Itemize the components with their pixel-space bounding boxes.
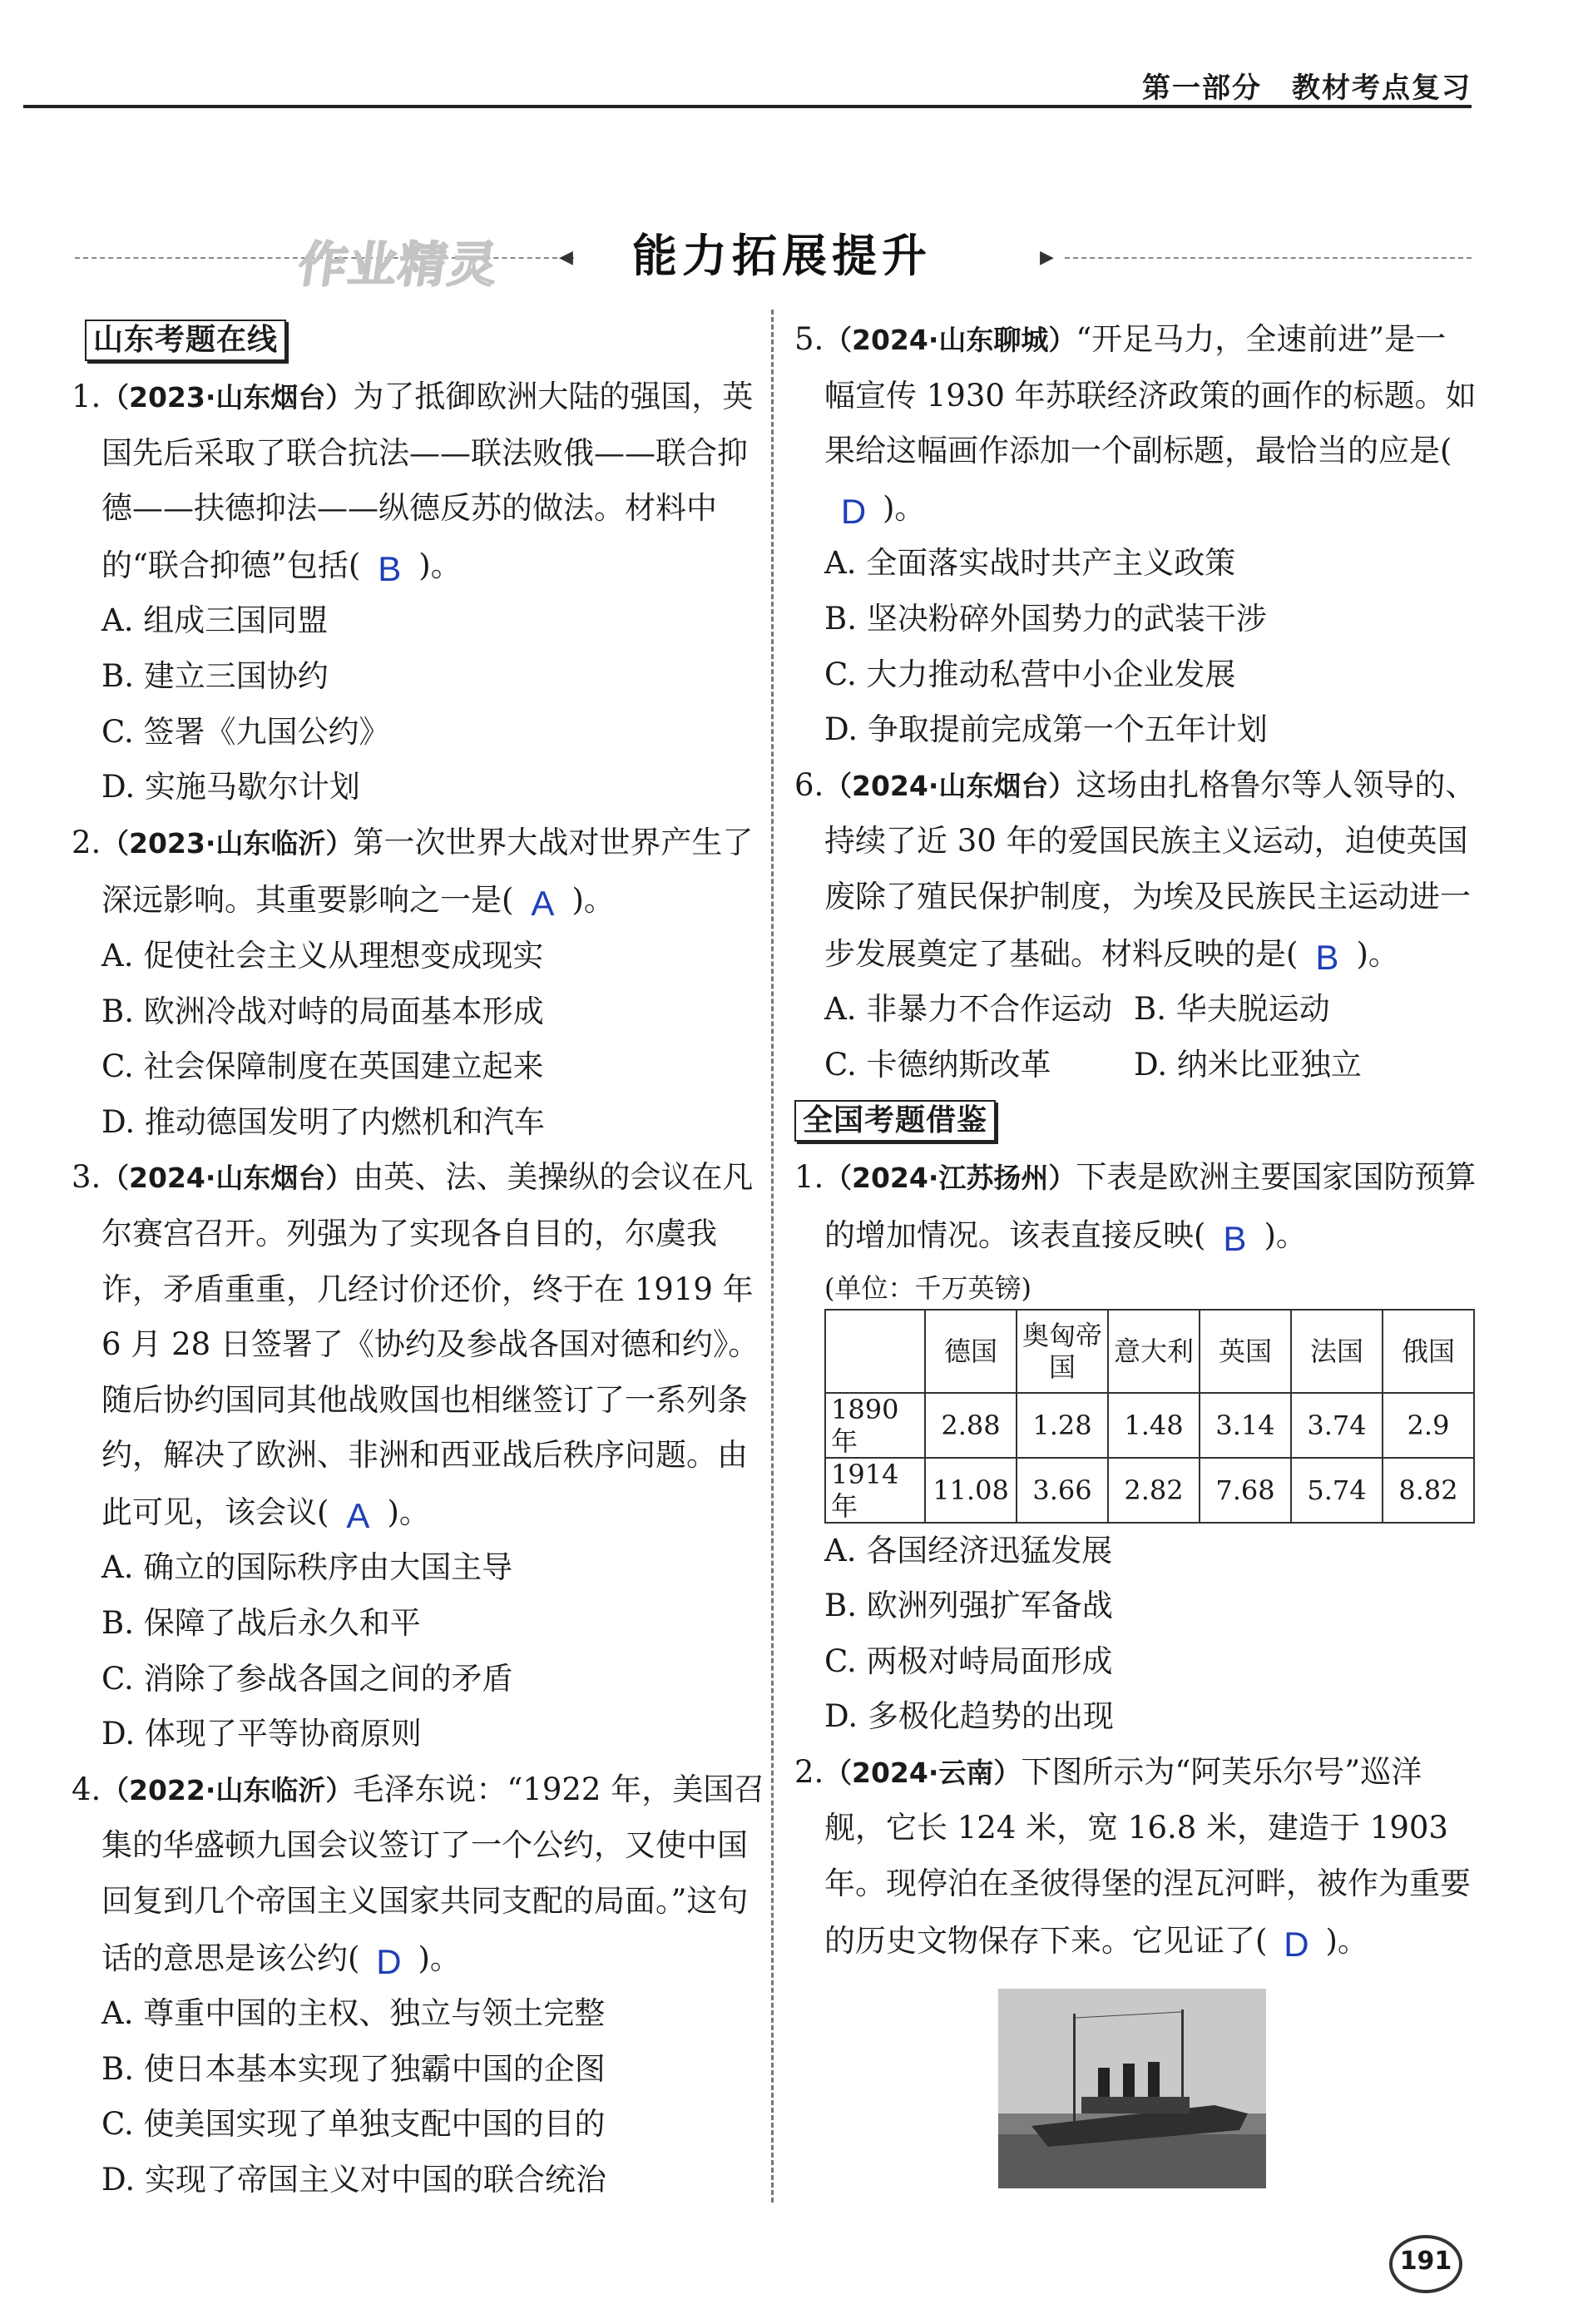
answer-mark: A (346, 1495, 370, 1535)
arrow-left-icon: ◀ (559, 247, 573, 268)
stem-tail: )。 (1356, 935, 1399, 972)
question-source: （2024·云南） (824, 1756, 1022, 1789)
banner-dash-right (1065, 257, 1472, 259)
question-number: 5. (794, 321, 824, 357)
option-row-ab (794, 982, 1477, 1038)
answer-mark: D (840, 491, 867, 531)
table-unit-note: (单位：千万英镑) (824, 1271, 1031, 1304)
arrow-right-icon: ▶ (1040, 247, 1054, 268)
question-stem: 下表是欧洲主要国家国防预算的增加情况。该表直接反映( (824, 1159, 1477, 1253)
option-d: D. 推动德国发明了内燃机和汽车 (101, 1103, 545, 1140)
table-cell: 1890 年 (825, 1393, 925, 1458)
question-5 (794, 312, 1477, 536)
question-source: （2024·江苏扬州） (824, 1162, 1076, 1195)
option-c: C. 卡德纳斯改革 (824, 1046, 1051, 1083)
header-rule (23, 105, 1472, 108)
running-head: 第一部分 教材考点复习 (1142, 72, 1472, 105)
stem-tail: )。 (418, 1940, 461, 1976)
question-stem: 毛泽东说：“1922 年，美国召集的华盛顿九国会议签订了一个公约，又使中国回复到几个帝国主义国家共同支配的局面。”这句话的意思是该公约( (101, 1771, 765, 1976)
question-number: 3. (72, 1159, 101, 1196)
answer-mark: B (378, 548, 402, 588)
option-b: B. 坚决粉碎外国势力的武装干涉 (824, 600, 1267, 637)
stem-tail: )。 (1264, 1217, 1307, 1253)
option-c: C. 大力推动私营中小企业发展 (824, 656, 1236, 692)
option-a: A. 确立的国际秩序由大国主导 (101, 1549, 513, 1586)
option-d: D. 争取提前完成第一个五年计划 (824, 711, 1268, 748)
option-c: C. 使美国实现了单独支配中国的目的 (101, 2106, 606, 2143)
answer-mark: B (1315, 937, 1339, 977)
table-cell: 1914 年 (825, 1458, 925, 1523)
question-number: 2. (72, 824, 101, 860)
question-source: （2022·山东临沂） (101, 1773, 354, 1806)
question-stem: 这场由扎格鲁尔等人领导的、持续了近 30 年的爱国民族主义运动，迫使英国废除了殖民保护制度，为埃及民族民主运动进一步发展奠定了基础。材料反映的是( (824, 766, 1477, 972)
question-number: 4. (72, 1771, 101, 1807)
answer-mark: A (531, 884, 555, 924)
option-b: B. 建立三国协约 (101, 657, 329, 694)
table-header-cell (825, 1310, 925, 1393)
national-question-2 (794, 1745, 1477, 1969)
national-question-1 (794, 1150, 1477, 1263)
option-d: D. 体现了平等协商原则 (101, 1716, 422, 1752)
option-row-cd (794, 1038, 1477, 1093)
question-number: 6. (794, 766, 824, 803)
option-a: A. 全面落实战时共产主义政策 (824, 545, 1236, 582)
answer-mark: D (376, 1941, 402, 1981)
table-header-row (825, 1310, 1474, 1393)
question-source: （2023·山东临沂） (101, 826, 354, 860)
question-stem: 第一次世界大战对世界产生了深远影响。其重要影响之一是( (101, 824, 754, 919)
table-cell: 1.48 (1108, 1393, 1200, 1458)
right-column (794, 312, 1477, 1969)
option-d: D. 多极化趋势的出现 (824, 1698, 1114, 1735)
left-column (72, 312, 770, 2208)
question-source: （2023·山东烟台） (101, 381, 354, 414)
question-1 (72, 369, 770, 593)
table-header-cell: 法国 (1291, 1310, 1383, 1393)
table-header-cell: 俄国 (1383, 1310, 1474, 1393)
table-cell: 2.82 (1108, 1458, 1200, 1523)
option-c: C. 两极对峙局面形成 (824, 1643, 1113, 1679)
section-tag-shandong: 山东考题在线 (85, 320, 286, 361)
option-d: D. 纳米比亚独立 (1134, 1046, 1362, 1083)
table-cell: 8.82 (1383, 1458, 1474, 1523)
question-source: （2024·山东烟台） (824, 769, 1076, 802)
table-header-cell: 奥匈帝国 (1017, 1310, 1108, 1393)
aurora-cruiser-photo (998, 1989, 1266, 2188)
table-cell: 3.74 (1291, 1393, 1383, 1458)
option-b: B. 欧洲冷战对峙的局面基本形成 (101, 993, 544, 1029)
table-row (825, 1458, 1474, 1523)
section-title: 能力拓展提升 (632, 230, 932, 282)
table-header-cell: 意大利 (1108, 1310, 1200, 1393)
option-d: D. 实现了帝国主义对中国的联合统治 (101, 2162, 606, 2198)
option-a: A. 促使社会主义从理想变成现实 (101, 937, 544, 974)
table-cell: 5.74 (1291, 1458, 1383, 1523)
page-number-badge (1389, 2235, 1462, 2293)
question-4 (72, 1762, 770, 1986)
stem-tail: )。 (883, 489, 926, 526)
table-cell: 1.28 (1017, 1393, 1108, 1458)
answer-mark: B (1223, 1218, 1247, 1258)
question-stem: 由英、法、美操纵的会议在凡尔赛宫召开。列强为了实现各自目的，尔虞我诈，矛盾重重，几经讨价还价，终于在 1919 年 6 月 28 日签署了《协约及参战各国对德和约》。随后协约国同其他战败国也相继签订了一系列条约，解决了欧洲、非洲和西亚战后秩序问题。由此可见，该会议( (101, 1159, 759, 1530)
question-2 (72, 815, 770, 929)
option-b: B. 使日本基本实现了独霸中国的企图 (101, 2050, 606, 2087)
question-stem: “开足马力，全速前进”是一幅宣传 1930 年苏联经济政策的画作的标题。如果给这幅画作添加一个副标题，最恰当的应是( (824, 321, 1477, 469)
option-d: D. 实施马歇尔计划 (101, 769, 360, 805)
question-stem: 下图所示为“阿芙乐尔号”巡洋舰，它长 124 米，宽 16.8 米，建造于 1903 年。现停泊在圣彼得堡的涅瓦河畔，被作为重要的历史文物保存下来。它见证了( (824, 1753, 1471, 1959)
column-divider (771, 310, 774, 2203)
question-3 (72, 1150, 770, 1540)
page-number: 191 (1399, 2247, 1452, 2276)
answer-mark: D (1284, 1924, 1309, 1964)
table-cell: 3.14 (1200, 1393, 1291, 1458)
option-b: B. 保障了战后永久和平 (101, 1605, 421, 1642)
defense-budget-table (824, 1309, 1475, 1524)
option-c: C. 消除了参战各国之间的矛盾 (101, 1660, 513, 1697)
ship-illustration (998, 1989, 1266, 2188)
option-b: B. 华夫脱运动 (1134, 991, 1330, 1028)
option-a: A. 尊重中国的主权、独立与领土完整 (101, 1995, 606, 2032)
table-header-cell: 德国 (925, 1310, 1017, 1393)
option-a: A. 非暴力不合作运动 (824, 991, 1113, 1028)
stem-tail: )。 (418, 547, 462, 583)
stem-tail: )。 (571, 882, 615, 919)
question-stem: 为了抵御欧洲大陆的强国，英国先后采取了联合抗法——联法败俄——联合抑德——扶德抑法——纵德反苏的做法。材料中的“联合抑德”包括( (101, 379, 754, 583)
watermark-logo: 作业精灵 (294, 236, 503, 293)
question-source: （2024·山东聊城） (824, 324, 1076, 356)
question-source: （2024·山东烟台） (101, 1162, 354, 1195)
stem-tail: )。 (1325, 1922, 1368, 1959)
option-a: A. 组成三国同盟 (101, 602, 329, 639)
table-cell: 2.9 (1383, 1393, 1474, 1458)
table-cell: 11.08 (925, 1458, 1017, 1523)
question-number: 1. (794, 1159, 824, 1196)
table-header-cell: 英国 (1200, 1310, 1291, 1393)
section-tag-national: 全国考题借鉴 (794, 1100, 996, 1142)
question-number: 2. (794, 1753, 824, 1790)
question-6 (794, 758, 1477, 982)
table-cell: 3.66 (1017, 1458, 1108, 1523)
question-number: 1. (72, 379, 101, 414)
table-cell: 7.68 (1200, 1458, 1291, 1523)
option-c: C. 签署《九国公约》 (101, 713, 390, 750)
stem-tail: )。 (387, 1494, 430, 1530)
section-banner (75, 221, 1472, 293)
option-c: C. 社会保障制度在英国建立起来 (101, 1048, 544, 1085)
option-a: A. 各国经济迅猛发展 (824, 1532, 1113, 1568)
option-b: B. 欧洲列强扩军备战 (824, 1588, 1113, 1624)
table-cell: 2.88 (925, 1393, 1017, 1458)
table-row (825, 1393, 1474, 1458)
